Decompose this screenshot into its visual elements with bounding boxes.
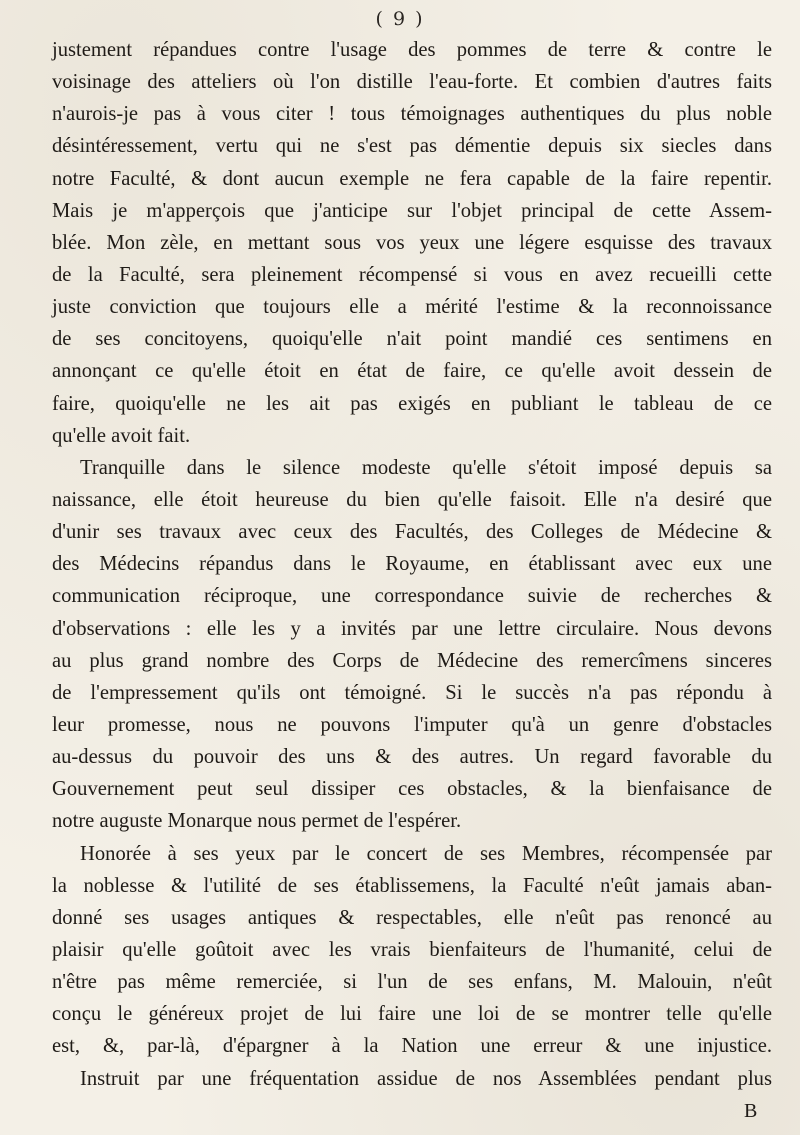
text-line: annonçant ce qu'elle étoit en état de faire, ce qu'elle avoit dessein de (52, 360, 772, 383)
text-line: justement répandues contre l'usage des pommes de terre & contre le (52, 39, 772, 61)
text-line: Mais je m'apperçois que j'anticipe sur l'objet principal de cette Assem- (52, 199, 772, 222)
text-line: leur promesse, nous ne pouvons l'imputer qu'à un genre d'obstacles (52, 713, 772, 736)
text-line: désintéressement, vertu qui ne s'est pas démentie depuis six siecles dans (52, 135, 772, 158)
text-line: n'aurois-je pas à vous citer ! tous témoignages authentiques du plus noble (52, 103, 772, 126)
signature-mark: B (744, 1100, 758, 1122)
text-line: faire, quoiqu'elle ne les ait pas exigés en publiant le tableau de ce (52, 392, 772, 415)
text-line: des Médecins répandus dans le Royaume, en établissant avec eux une (52, 553, 772, 576)
text-line: voisinage des atteliers où l'on distille l'eau-forte. Et combien d'autres faits (52, 71, 772, 94)
text-line: notre auguste Monarque nous permet de l'espérer. (52, 810, 462, 833)
text-line: notre Faculté, & dont aucun exemple ne fera capable de la faire repentir. (52, 167, 772, 190)
text-line: Honorée à ses yeux par le concert de ses Membres, récompensée par (80, 842, 772, 865)
text-line: au plus grand nombre des Corps de Médecine des remercîmens sinceres (52, 649, 772, 672)
body-text (52, 34, 772, 1095)
page-number: ( 9 ) (375, 8, 425, 30)
text-line: de ses concitoyens, quoiqu'elle n'ait point mandié ces sentimens en (52, 328, 772, 351)
text-line: de l'empressement qu'ils ont témoigné. Si le succès n'a pas répondu à (52, 681, 772, 704)
text-line: d'unir ses travaux avec ceux des Facultés, des Colleges de Médecine & (52, 521, 772, 544)
text-line: communication réciproque, une correspondance suivie de recherches & (52, 585, 772, 608)
text-line: de la Faculté, sera pleinement récompensé si vous en avez recueilli cette (52, 263, 772, 286)
text-line: qu'elle avoit fait. (52, 424, 191, 447)
text-line: la noblesse & l'utilité de ses établissemens, la Faculté n'eût jamais aban- (52, 874, 772, 897)
text-line: donné ses usages antiques & respectables, elle n'eût pas renoncé au (52, 906, 772, 929)
text-line: d'observations : elle les y a invités par une lettre circulaire. Nous devons (52, 617, 772, 640)
text-line: au-dessus du pouvoir des uns & des autres. Un regard favorable du (52, 746, 772, 769)
text-line: n'être pas même remerciée, si l'un de ses enfans, M. Malouin, n'eût (52, 971, 772, 994)
text-line: blée. Mon zèle, en mettant sous vos yeux une légere esquisse des travaux (52, 231, 772, 254)
text-line: conçu le généreux projet de lui faire une loi de se montrer telle qu'elle (52, 1003, 772, 1026)
text-line: Gouvernement peut seul dissiper ces obstacles, & la bienfaisance de (52, 778, 772, 801)
text-line: est, &, par-là, d'épargner à la Nation une erreur & une injustice. (52, 1035, 772, 1058)
text-line: Instruit par une fréquentation assidue de nos Assemblées pendant plus (80, 1067, 772, 1090)
text-line: naissance, elle étoit heureuse du bien qu'elle faisoit. Elle n'a desiré que (52, 488, 772, 511)
text-line: Tranquille dans le silence modeste qu'elle s'étoit imposé depuis sa (80, 456, 772, 479)
text-line: juste conviction que toujours elle a mérité l'estime & la reconnoissance (52, 296, 772, 319)
text-line: plaisir qu'elle goûtoit avec les vrais bienfaiteurs de l'humanité, celui de (52, 938, 772, 961)
